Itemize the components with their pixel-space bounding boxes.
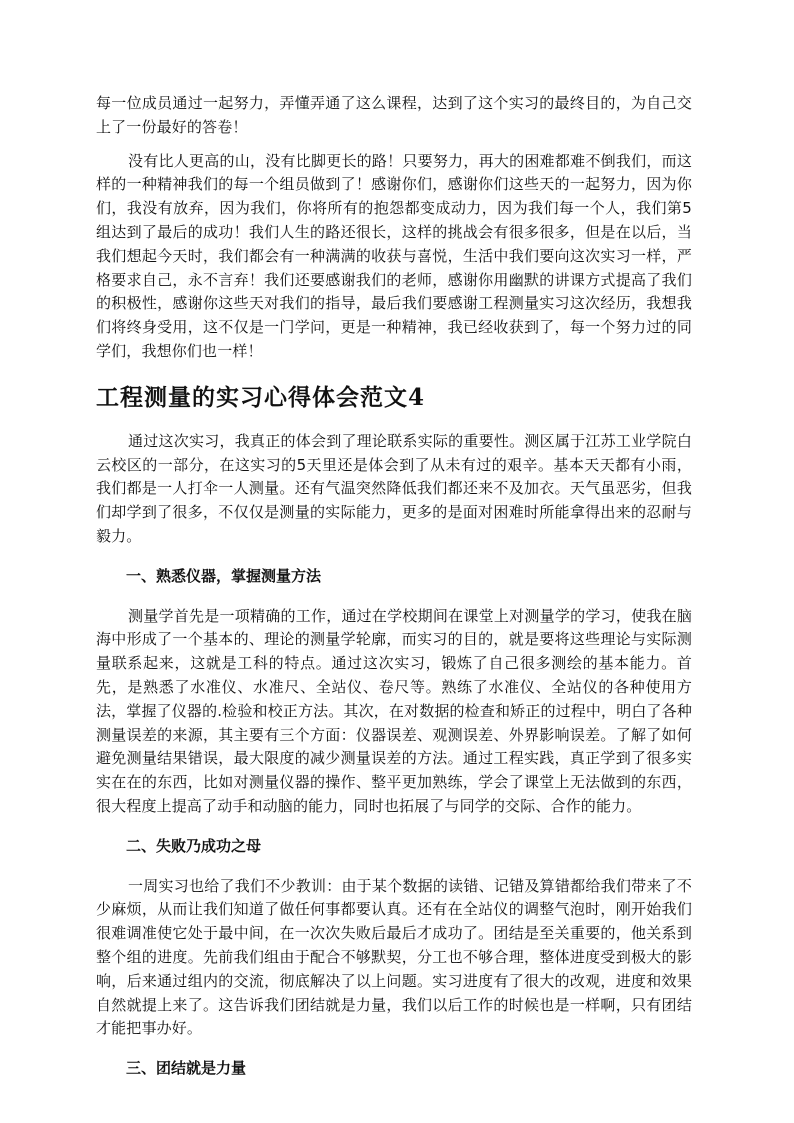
section-heading-3: 三、团结就是力量 <box>126 1059 247 1078</box>
section-body-2: 一周实习也给了我们不少教训：由于某个数据的读错、记错及算错都给我们带来了不少麻烦，从而让我们知道了做任何事都要认真。还有在全站仪的调整气泡时，刚开始我们很难调准使它处于最中间，在一次次失败后最后才成功了。团结是至关重要的，他关系到整个组的进度。先前我们组由于配合不够默契，分工也不够合理，整体进度受到极大的影响，后来通过组内的交流，彻底解决了以上问题。实习进度有了很大的改观，进度和效果自然就提上来了。这告诉我们团结就是力量，我们以后工作的时候也是一样啊，只有团结才能把事办好。 <box>96 876 692 1038</box>
section-body-1: 测量学首先是一项精确的工作，通过在学校期间在课堂上对测量学的学习，使我在脑海中形成了一个基本的、理论的测量学轮廓，而实习的目的，就是要将这些理论与实际测量联系起来，这就是工科的特点。通过这次实习，锻炼了自己很多测绘的基本能力。首先，是熟悉了水准仪、水准尺、全站仪、卷尺等。熟练了水准仪、全站仪的各种使用方法，掌握了仪器的.检验和校正方法。其次，在对数据的检查和矫正的过程中，明白了各种测量误差的来源，其主要有三个方面：仪器误差、观测误差、外界影响误差。了解了如何避免测量结果错误，最大限度的减少测量误差的方法。通过工程实践，真正学到了很多实实在在的东西，比如对测量仪器的操作、整平更加熟练，学会了课堂上无法做到的东西，很大程度上提高了动手和动脑的能力，同时也拓展了与同学的交际、合作的能力。 <box>96 606 692 815</box>
paragraph-gratitude: 没有比人更高的山，没有比脚更长的路！只要努力，再大的困难都难不倒我们，而这样的一种精神我们的每一个组员做到了！感谢你们，感谢你们这些天的一起努力，因为你们，我没有放弃，因为我们，你将所有的抱怨都变成动力，因为我们每一个人，我们第5组达到了最后的成功！我们人生的路还很长，这样的挑战会有很多很多，但是在以后，当我们想起今天时，我们都会有一种满满的收获与喜悦，生活中我们要向这次实习一样，严格要求自己，永不言弃！我们还要感谢我们的老师，感谢你用幽默的讲课方式提高了我们的积极性，感谢你这些天对我们的指导，最后我们要感谢工程测量实习这次经历，我想我们将终身受用，这不仅是一门学问，更是一种精神，我已经收获到了，每一个努力过的同学们，我想你们也一样！ <box>96 151 692 360</box>
section-heading-2: 二、失败乃成功之母 <box>126 836 262 855</box>
article-title: 工程测量的实习心得体会范文4 <box>96 383 426 411</box>
paragraph-intro: 通过这次实习，我真正的体会到了理论联系实际的重要性。测区属于江苏工业学院白云校区的一部分，在这实习的5天里还是体会到了从未有过的艰辛。基本天天都有小雨，我们都是一人打伞一人测量。还有气温突然降低我们都还来不及加衣。天气虽恶劣，但我们却学到了很多，不仅仅是测量的实际能力，更多的是面对困难时所能拿得出来的忍耐与毅力。 <box>96 431 692 545</box>
document-page <box>96 92 692 1097</box>
section-heading-1: 一、熟悉仪器，掌握测量方法 <box>126 566 322 585</box>
paragraph-closing-fragment: 每一位成员通过一起努力，弄懂弄通了这么课程，达到了这个实习的最终目的，为自己交上了一份最好的答卷！ <box>96 94 692 136</box>
